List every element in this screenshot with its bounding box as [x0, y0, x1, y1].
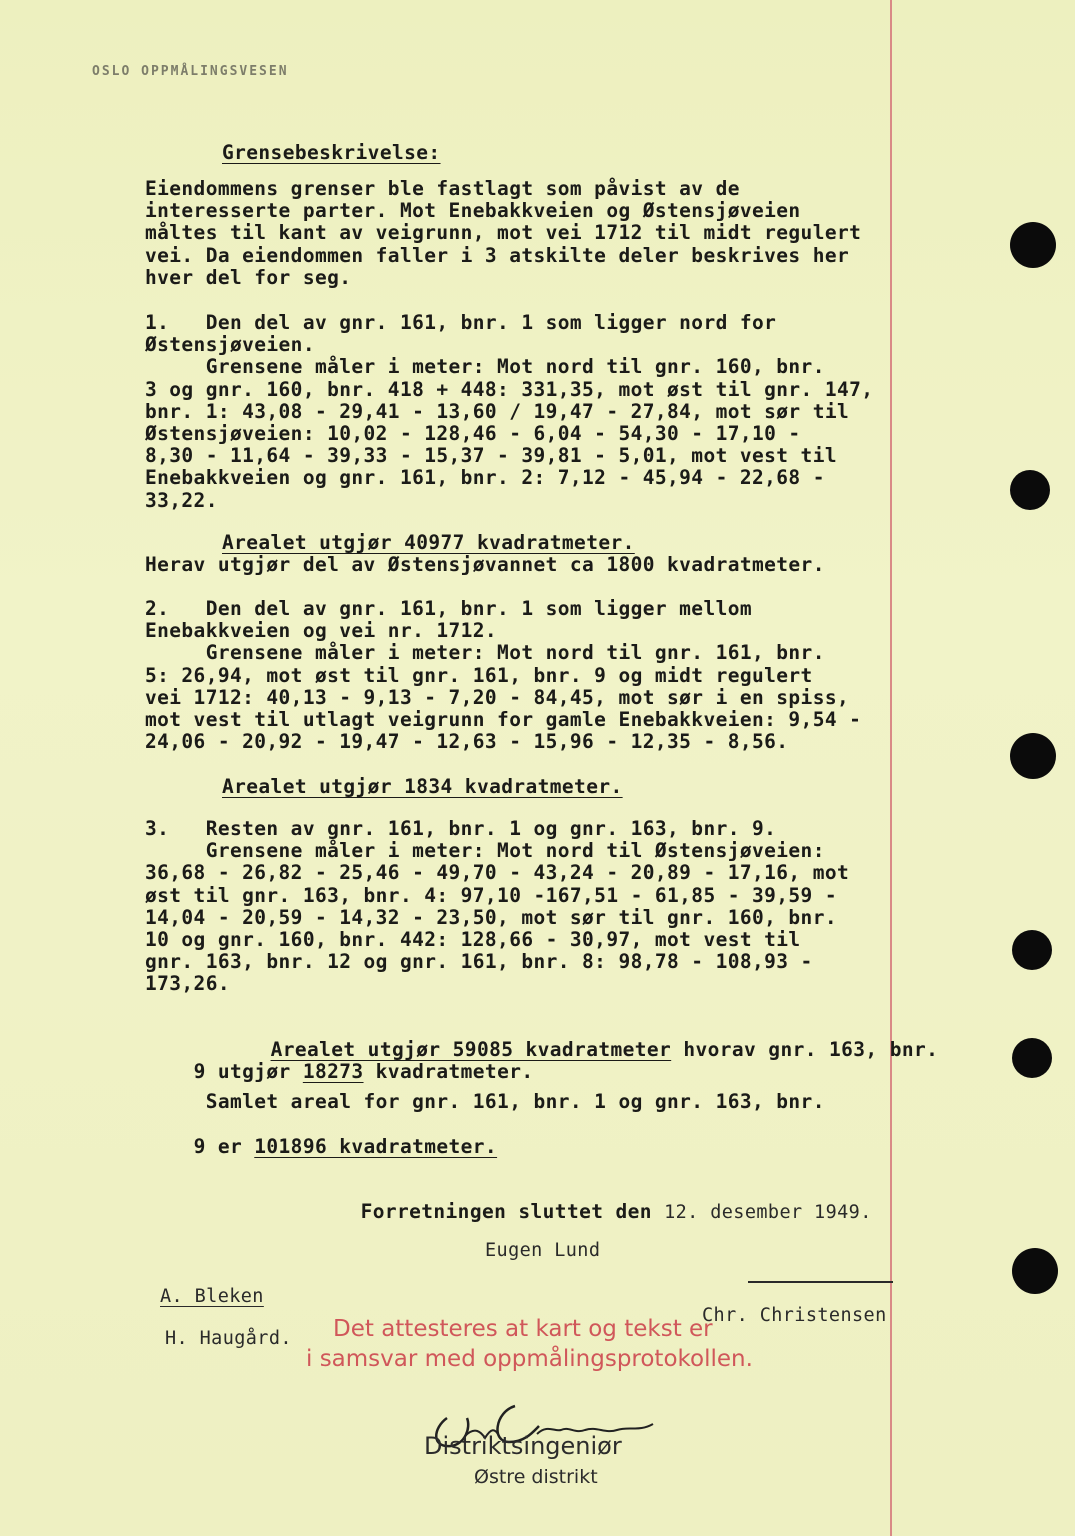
signature-line-right [748, 1281, 893, 1283]
closing-line [312, 1177, 872, 1246]
part-3-line-1: 3. Resten av gnr. 161, bnr. 1 og gnr. 163, bnr. 9. [145, 817, 777, 840]
part-1-line-4: 3 og gnr. 160, bnr. 418 + 448: 331,35, mot øst til gnr. 147, [145, 377, 874, 401]
faded-header: OSLO OPPMÅLINGSVESEN [92, 64, 289, 79]
binder-hole-6 [1012, 1248, 1058, 1294]
part-2-line-3: Grensene måler i meter: Mot nord til gnr. 161, bnr. [145, 641, 825, 665]
part-2-line-4: 5: 26,94, mot øst til gnr. 161, bnr. 9 og midt regulert [145, 663, 813, 687]
intro-line-5: hver del for seg. [145, 265, 352, 289]
signatory-h-haugard: H. Haugård. [165, 1328, 292, 1349]
stamp-line-1: Det attesteres at kart og tekst er [333, 1316, 713, 1342]
part-1-area: Arealet utgjør 40977 kvadratmeter. [222, 531, 635, 554]
binder-hole-3 [1010, 733, 1056, 779]
binder-hole-4 [1012, 930, 1052, 970]
part-3-area: Arealet utgjør 59085 kvadratmeter [270, 1038, 672, 1061]
stamp-title: Distriktsingeniør [424, 1432, 622, 1460]
stamp-district: Østre distrikt [474, 1466, 598, 1488]
total-prefix: 9 er [193, 1135, 255, 1158]
signatory-eugen-lund: Eugen Lund [485, 1240, 601, 1261]
closing-prefix: Forretningen sluttet den [360, 1200, 665, 1223]
part-2-line-6: mot vest til utlagt veigrunn for gamle Enebakkveien: 9,54 - [145, 708, 862, 731]
intro-line-3: måltes til kant av veigrunn, mot vei 1712 til midt regulert [145, 221, 862, 245]
part-3-line-5: 14,04 - 20,59 - 14,32 - 23,50, mot sør til gnr. 160, bnr. [145, 905, 837, 929]
part-3-line-4: øst til gnr. 163, bnr. 4: 97,10 -167,51 - 61,85 - 39,59 - [145, 883, 837, 907]
part-3-line-6: 10 og gnr. 160, bnr. 442: 128,66 - 30,97, mot vest til [145, 928, 801, 951]
part-1-line-1: 1. Den del av gnr. 161, bnr. 1 som ligger nord for [145, 311, 777, 334]
part-3-line-7: gnr. 163, bnr. 12 og gnr. 161, bnr. 8: 98,78 - 108,93 - [145, 950, 813, 974]
part-1-note: Herav utgjør del av Østensjøvannet ca 1800 kvadratmeter. [145, 553, 825, 576]
part-3-area-rest: hvorav gnr. 163, bnr. [671, 1038, 939, 1061]
part-1-line-5: bnr. 1: 43,08 - 29,41 - 13,60 / 19,47 - 27,84, mot sør til [145, 399, 850, 423]
part-2-area: Arealet utgjør 1834 kvadratmeter. [222, 775, 623, 798]
part-1-line-6: Østensjøveien: 10,02 - 128,46 - 6,04 - 54,30 - 17,10 - [145, 422, 801, 445]
part-2-line-7: 24,06 - 20,92 - 19,47 - 12,63 - 15,96 - 12,35 - 8,56. [145, 730, 789, 754]
part-1-line-8: Enebakkveien og gnr. 161, bnr. 2: 7,12 - 45,94 - 22,68 - [145, 466, 825, 490]
part-3-line-8: 173,26. [145, 972, 230, 996]
total-line-1: Samlet areal for gnr. 161, bnr. 1 og gnr. 163, bnr. [145, 1090, 825, 1113]
part-3-area-line2-suffix: kvadratmeter. [363, 1060, 534, 1083]
total-line-2 [145, 1112, 497, 1181]
part-2-line-1: 2. Den del av gnr. 161, bnr. 1 som ligger mellom [145, 597, 752, 620]
intro-line-1: Eiendommens grenser ble fastlagt som påvist av de [145, 177, 740, 200]
intro-line-4: vei. Da eiendommen faller i 3 atskilte deler beskrives her [145, 243, 850, 267]
total-area: 101896 kvadratmeter. [254, 1135, 498, 1158]
part-1-line-9: 33,22. [145, 488, 218, 512]
stamp-line-2: i samsvar med oppmålingsprotokollen. [306, 1346, 753, 1372]
signatory-chr-christensen: Chr. Christensen [702, 1305, 887, 1326]
signatory-a-bleken: A. Bleken [160, 1286, 264, 1307]
intro-line-2: interesserte parter. Mot Enebakkveien og Østensjøveien [145, 199, 801, 223]
binder-hole-1 [1010, 222, 1056, 268]
part-3-line-2: Grensene måler i meter: Mot nord til Østensjøveien: [145, 839, 825, 863]
part-1-line-2: Østensjøveien. [145, 333, 315, 357]
part-3-area-line2-prefix: 9 utgjør [193, 1060, 303, 1083]
part-3-sub-area: 18273 [302, 1060, 364, 1083]
part-1-line-7: 8,30 - 11,64 - 39,33 - 15,37 - 39,81 - 5,01, mot vest til [145, 444, 837, 468]
red-margin-line [890, 0, 892, 1536]
binder-hole-2 [1010, 470, 1050, 510]
part-2-line-2: Enebakkveien og vei nr. 1712. [145, 619, 498, 643]
part-3-line-3: 36,68 - 26,82 - 25,46 - 49,70 - 43,24 - 20,89 - 17,16, mot [145, 861, 850, 885]
closing-date: 12. desember 1949. [664, 1202, 872, 1223]
binder-hole-5 [1012, 1038, 1052, 1078]
part-2-line-5: vei 1712: 40,13 - 9,13 - 7,20 - 84,45, mot sør i en spiss, [145, 685, 850, 709]
section-title: Grensebeskrivelse: [222, 141, 441, 164]
part-1-line-3: Grensene måler i meter: Mot nord til gnr. 160, bnr. [145, 355, 825, 379]
